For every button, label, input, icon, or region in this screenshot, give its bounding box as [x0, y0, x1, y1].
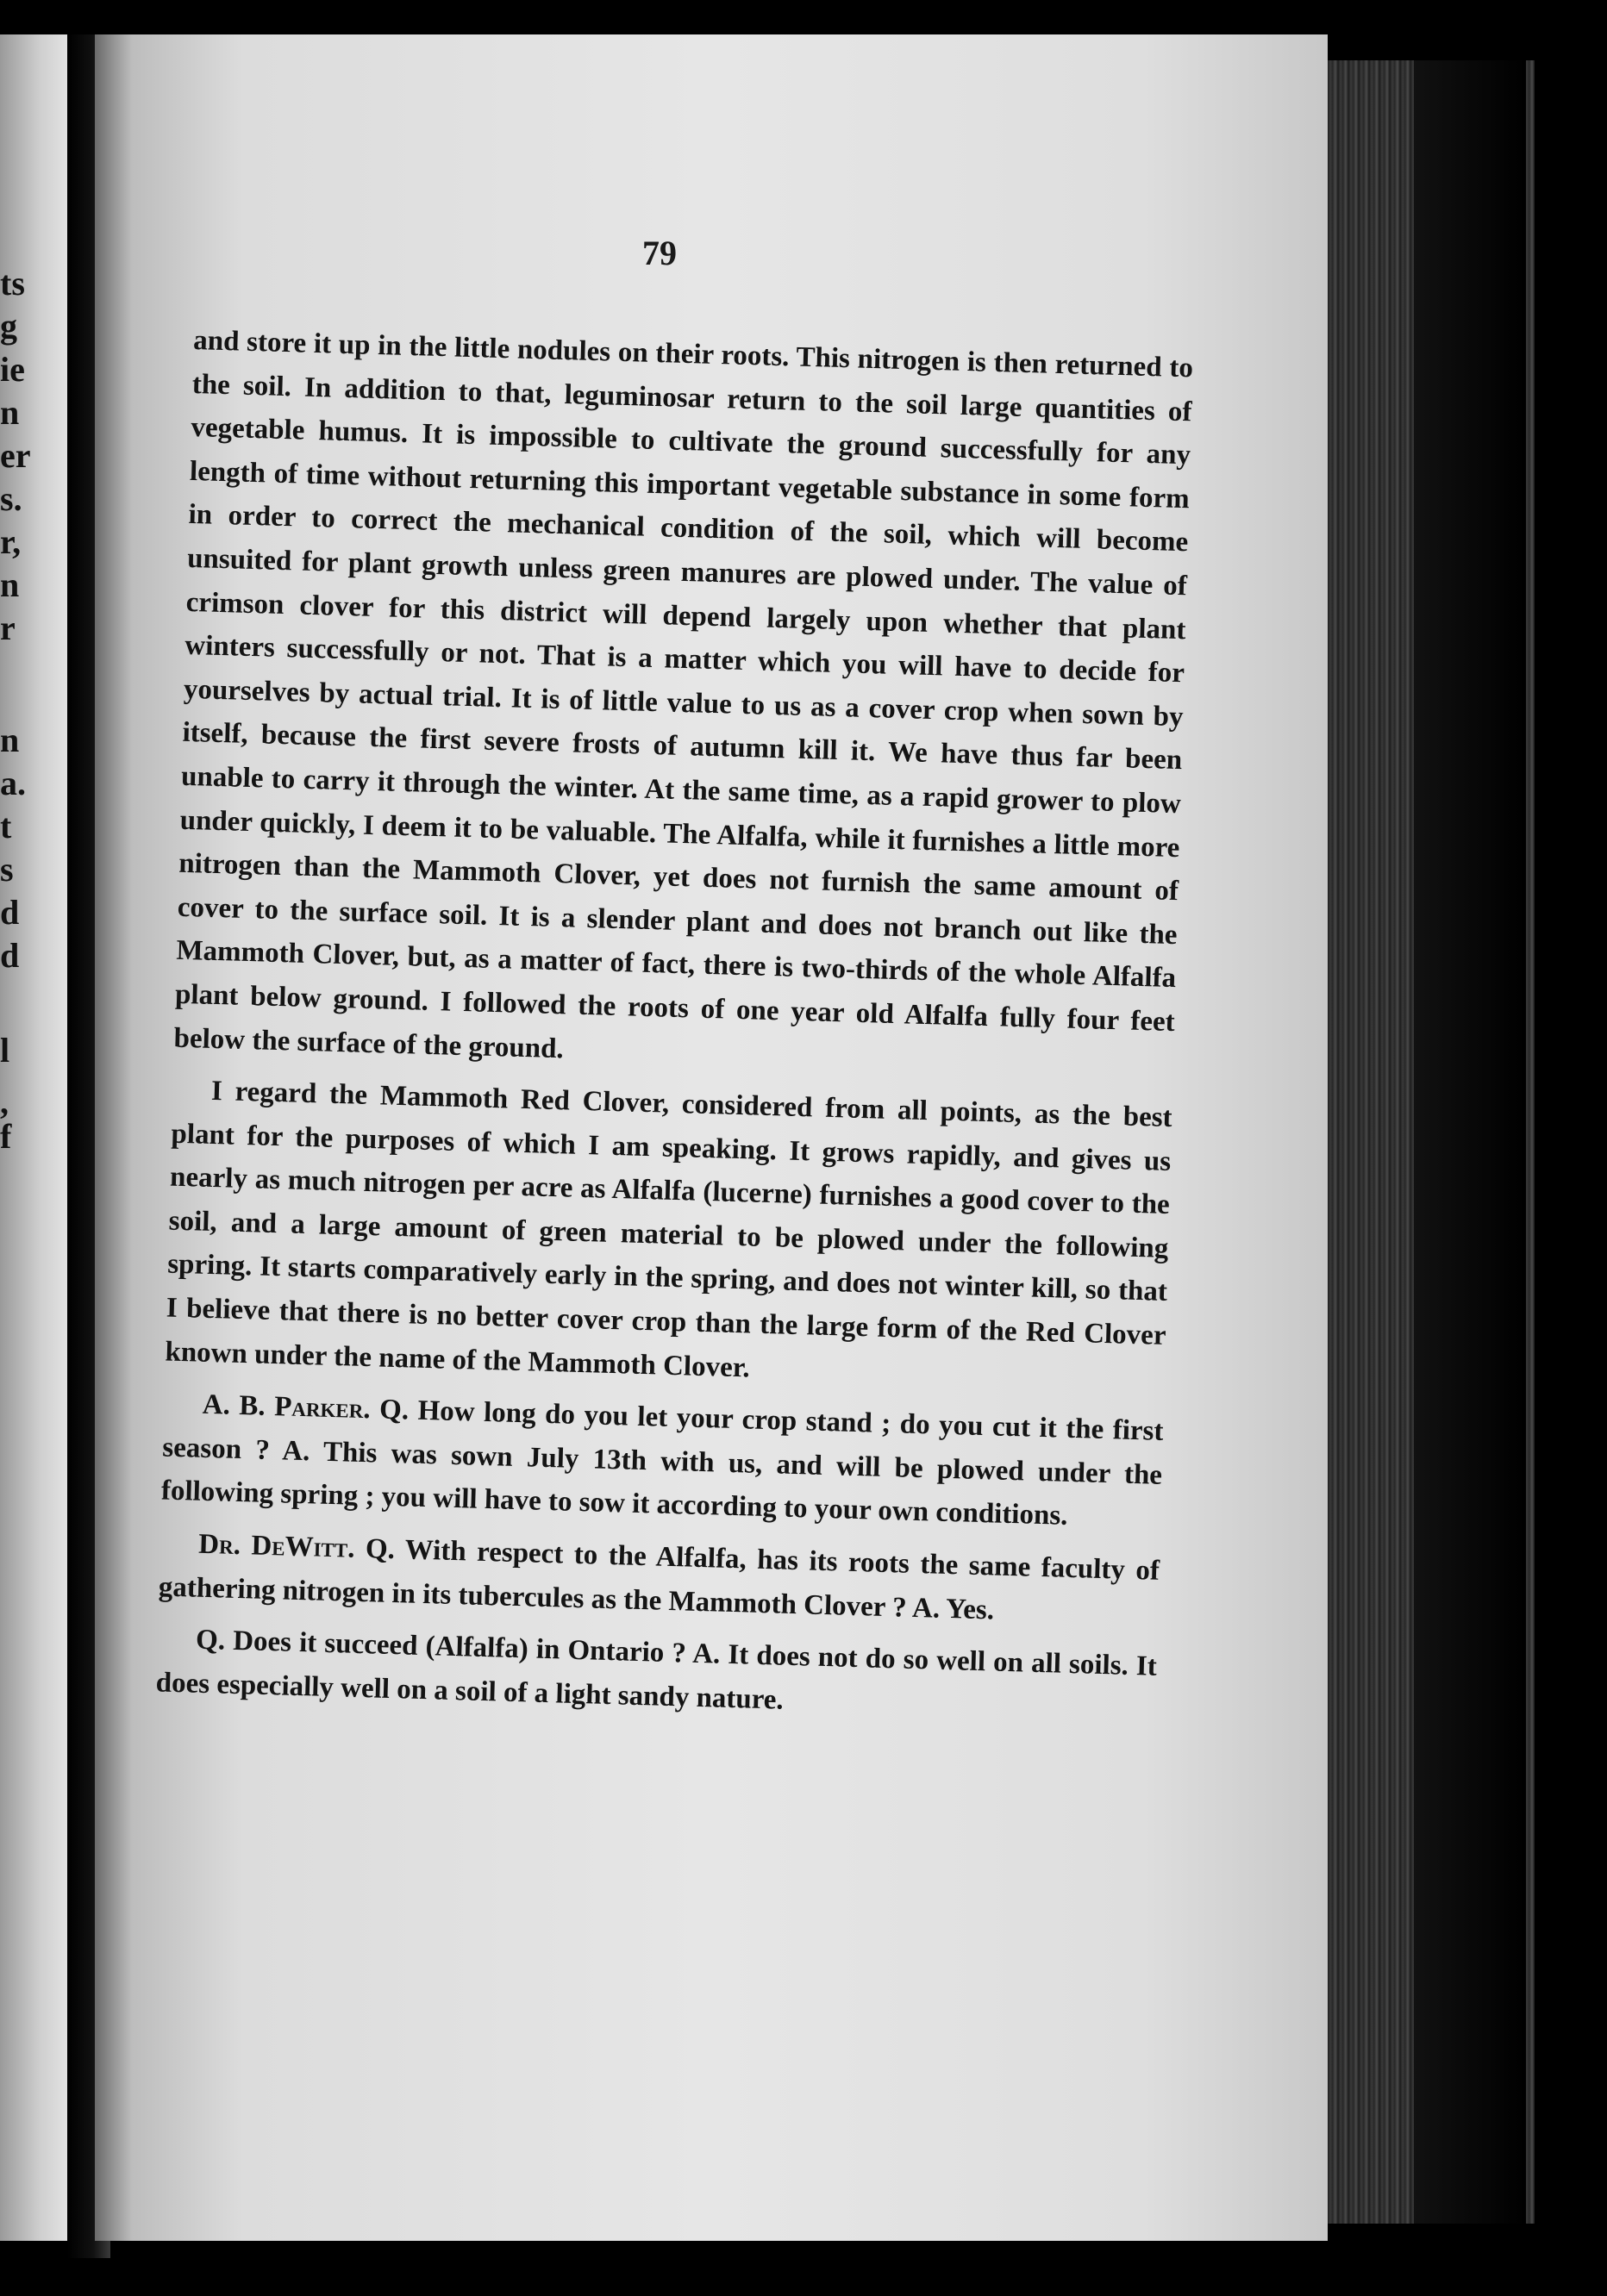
left-page-fragment: ts — [0, 264, 25, 303]
left-page-fragment: n — [0, 393, 20, 432]
left-page-fragment: t — [0, 807, 12, 845]
left-page-fragment: s — [0, 850, 14, 889]
left-page-fragment: n — [0, 565, 20, 604]
speaker-name: Dr. DeWitt. — [197, 1528, 356, 1564]
left-page-fragment: d — [0, 936, 20, 975]
left-page-fragment: d — [0, 893, 20, 932]
body-text — [155, 319, 1193, 1732]
left-page-fragment: , — [0, 1082, 9, 1121]
left-page-fragment: ie — [0, 350, 25, 389]
paragraph-5 — [155, 1618, 1157, 1733]
paragraph-text: and store it up in the little nodules on their roots. This nitrogen is then returned to the soil. In addition to that, leguminosar return to the soil large quantities of vegetable humus. It is impossible to cultivate the ground successfully for any length of time without returning this important vegetable substance in some form in order to correct the mechanical condition of the soil, which will become unsuited for plant growth unless green manures are plowed under. The value of crimson clover for this district will depend largely upon whether that plant winters successfully or not. That is a matter which you will have to decide for yourselves by actual trial. It is of little value to us as a cover crop when sown by itself, because the first severe frosts of autumn kill it. We have thus far been unable to carry it through the winter. At the same time, as a rapid grower to plow under quickly, I deem it to be valuable. The Alfalfa, while it furnishes a little more nitrogen than the Mammoth Clover, yet does not furnish the same amount of cover to the surface soil. It is a slender plant and does not branch out like the Mammoth Clover, but, as a matter of fact, there is two-thirds of the whole Alfalfa plant below ground. I followed the roots of one year old Alfalfa fully four feet below the surface of the ground. — [173, 324, 1194, 1064]
left-page-fragment: s. — [0, 479, 22, 518]
paragraph-3 — [160, 1382, 1164, 1541]
paragraph-1 — [173, 319, 1194, 1088]
left-page-fragment: r — [0, 608, 16, 647]
book-cover-edge — [1414, 60, 1526, 2224]
paragraph-text: Q. How long do you let your crop stand ; do you cut it the first season ? A. This was sown July 13th with us, and will be plowed under the following spring ; you will have to sow it according to your own conditions. — [160, 1394, 1164, 1532]
left-page-fragment: r, — [0, 522, 22, 561]
paragraph-2 — [165, 1069, 1172, 1401]
paragraph-text: Q. With respect to the Alfalfa, has its roots the same faculty of gathering nitrogen in its tubercules as the Mammoth Clover ? A. Yes. — [158, 1532, 1160, 1626]
left-page-fragment: n — [0, 721, 20, 759]
paragraph-text: I regard the Mammoth Red Clover, considered from all points, as the best plant for the purposes of which I am speaking. It grows rapidly, and gives us nearly as much nitrogen per acre as Alfalfa (lucerne) furnishes a good cover to the soil, and a large amount of green material to be plowed under the following spring. It starts comparatively early in the spring, and does not winter kill, so that I believe that there is no better cover crop than the large form of the Red Clover known under the name of the Mammoth Clover. — [165, 1076, 1173, 1384]
left-page-fragment: g — [0, 307, 17, 346]
page-number: 79 — [642, 234, 677, 272]
left-facing-page — [0, 34, 67, 2241]
left-page-fragment: er — [0, 436, 31, 475]
left-page-fragment: l — [0, 1031, 10, 1070]
left-page-fragment: f — [0, 1117, 12, 1156]
paragraph-4 — [158, 1521, 1160, 1637]
left-page-fragment: a. — [0, 764, 26, 802]
speaker-name: A. B. Parker. — [202, 1389, 372, 1426]
paragraph-text: Q. Does it succeed (Alfalfa) in Ontario ? A. It does not do so well on all soils. It does especially well on a soil of a light sandy nature. — [155, 1624, 1158, 1716]
book-page — [95, 34, 1328, 2241]
